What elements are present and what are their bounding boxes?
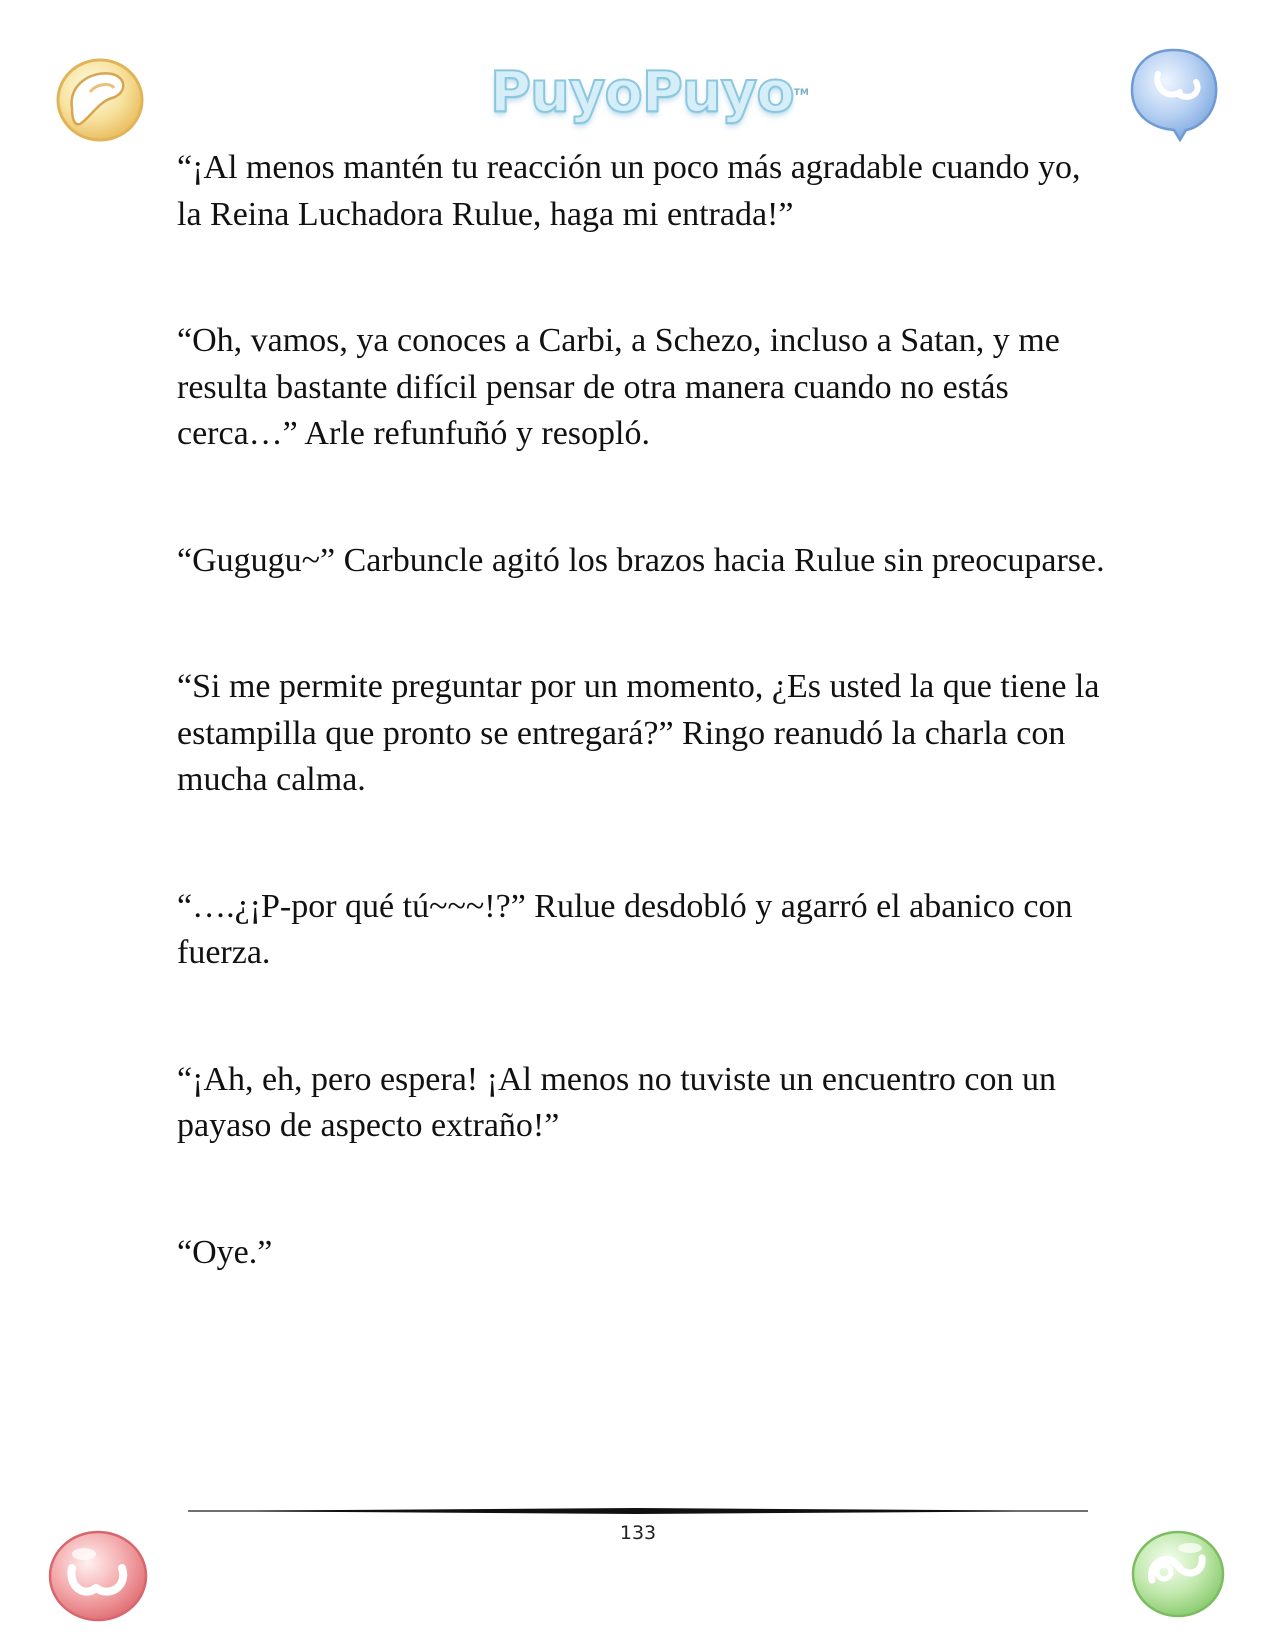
puyopuyo-logo bbox=[490, 58, 809, 128]
paragraph: “Oye.” bbox=[177, 1233, 273, 1271]
paragraph: “¡Al menos mantén tu reacción un poco más agradable cuando yo, la Reina Luchadora Rulue, haga mi entrada!” bbox=[177, 149, 1081, 233]
green-puyo-icon bbox=[1128, 1522, 1228, 1622]
logo-trademark: TM bbox=[793, 88, 809, 98]
paragraph: “….¿¡P-por qué tú~~~!?” Rulue desdobló y agarró el abanico con fuerza. bbox=[177, 887, 1073, 971]
logo-text: PuyoPuyo bbox=[490, 60, 794, 125]
page-body bbox=[177, 145, 1107, 1356]
red-puyo-icon bbox=[44, 1524, 152, 1624]
page-number: 133 bbox=[619, 1522, 657, 1544]
paragraph: “Oh, vamos, ya conoces a Carbi, a Schezo, incluso a Satan, y me resulta bastante difícil pensar de otra manera cuando no estás cerca…” Arle refunfuñó y resopló. bbox=[177, 322, 1060, 452]
paragraph: “¡Ah, eh, pero espera! ¡Al menos no tuviste un encuentro con un payaso de aspecto extraño!” bbox=[177, 1060, 1057, 1144]
paragraph: “Gugugu~” Carbuncle agitó los brazos hacia Rulue sin preocuparse. bbox=[177, 541, 1105, 579]
paragraph: “Si me permite preguntar por un momento, ¿Es usted la que tiene la estampilla que pronto se entregará?” Ringo reanudó la charla con mucha calma. bbox=[177, 668, 1100, 798]
blue-puyo-icon bbox=[1128, 44, 1220, 144]
footer-divider bbox=[188, 1506, 1088, 1516]
yellow-puyo-icon bbox=[50, 48, 150, 148]
